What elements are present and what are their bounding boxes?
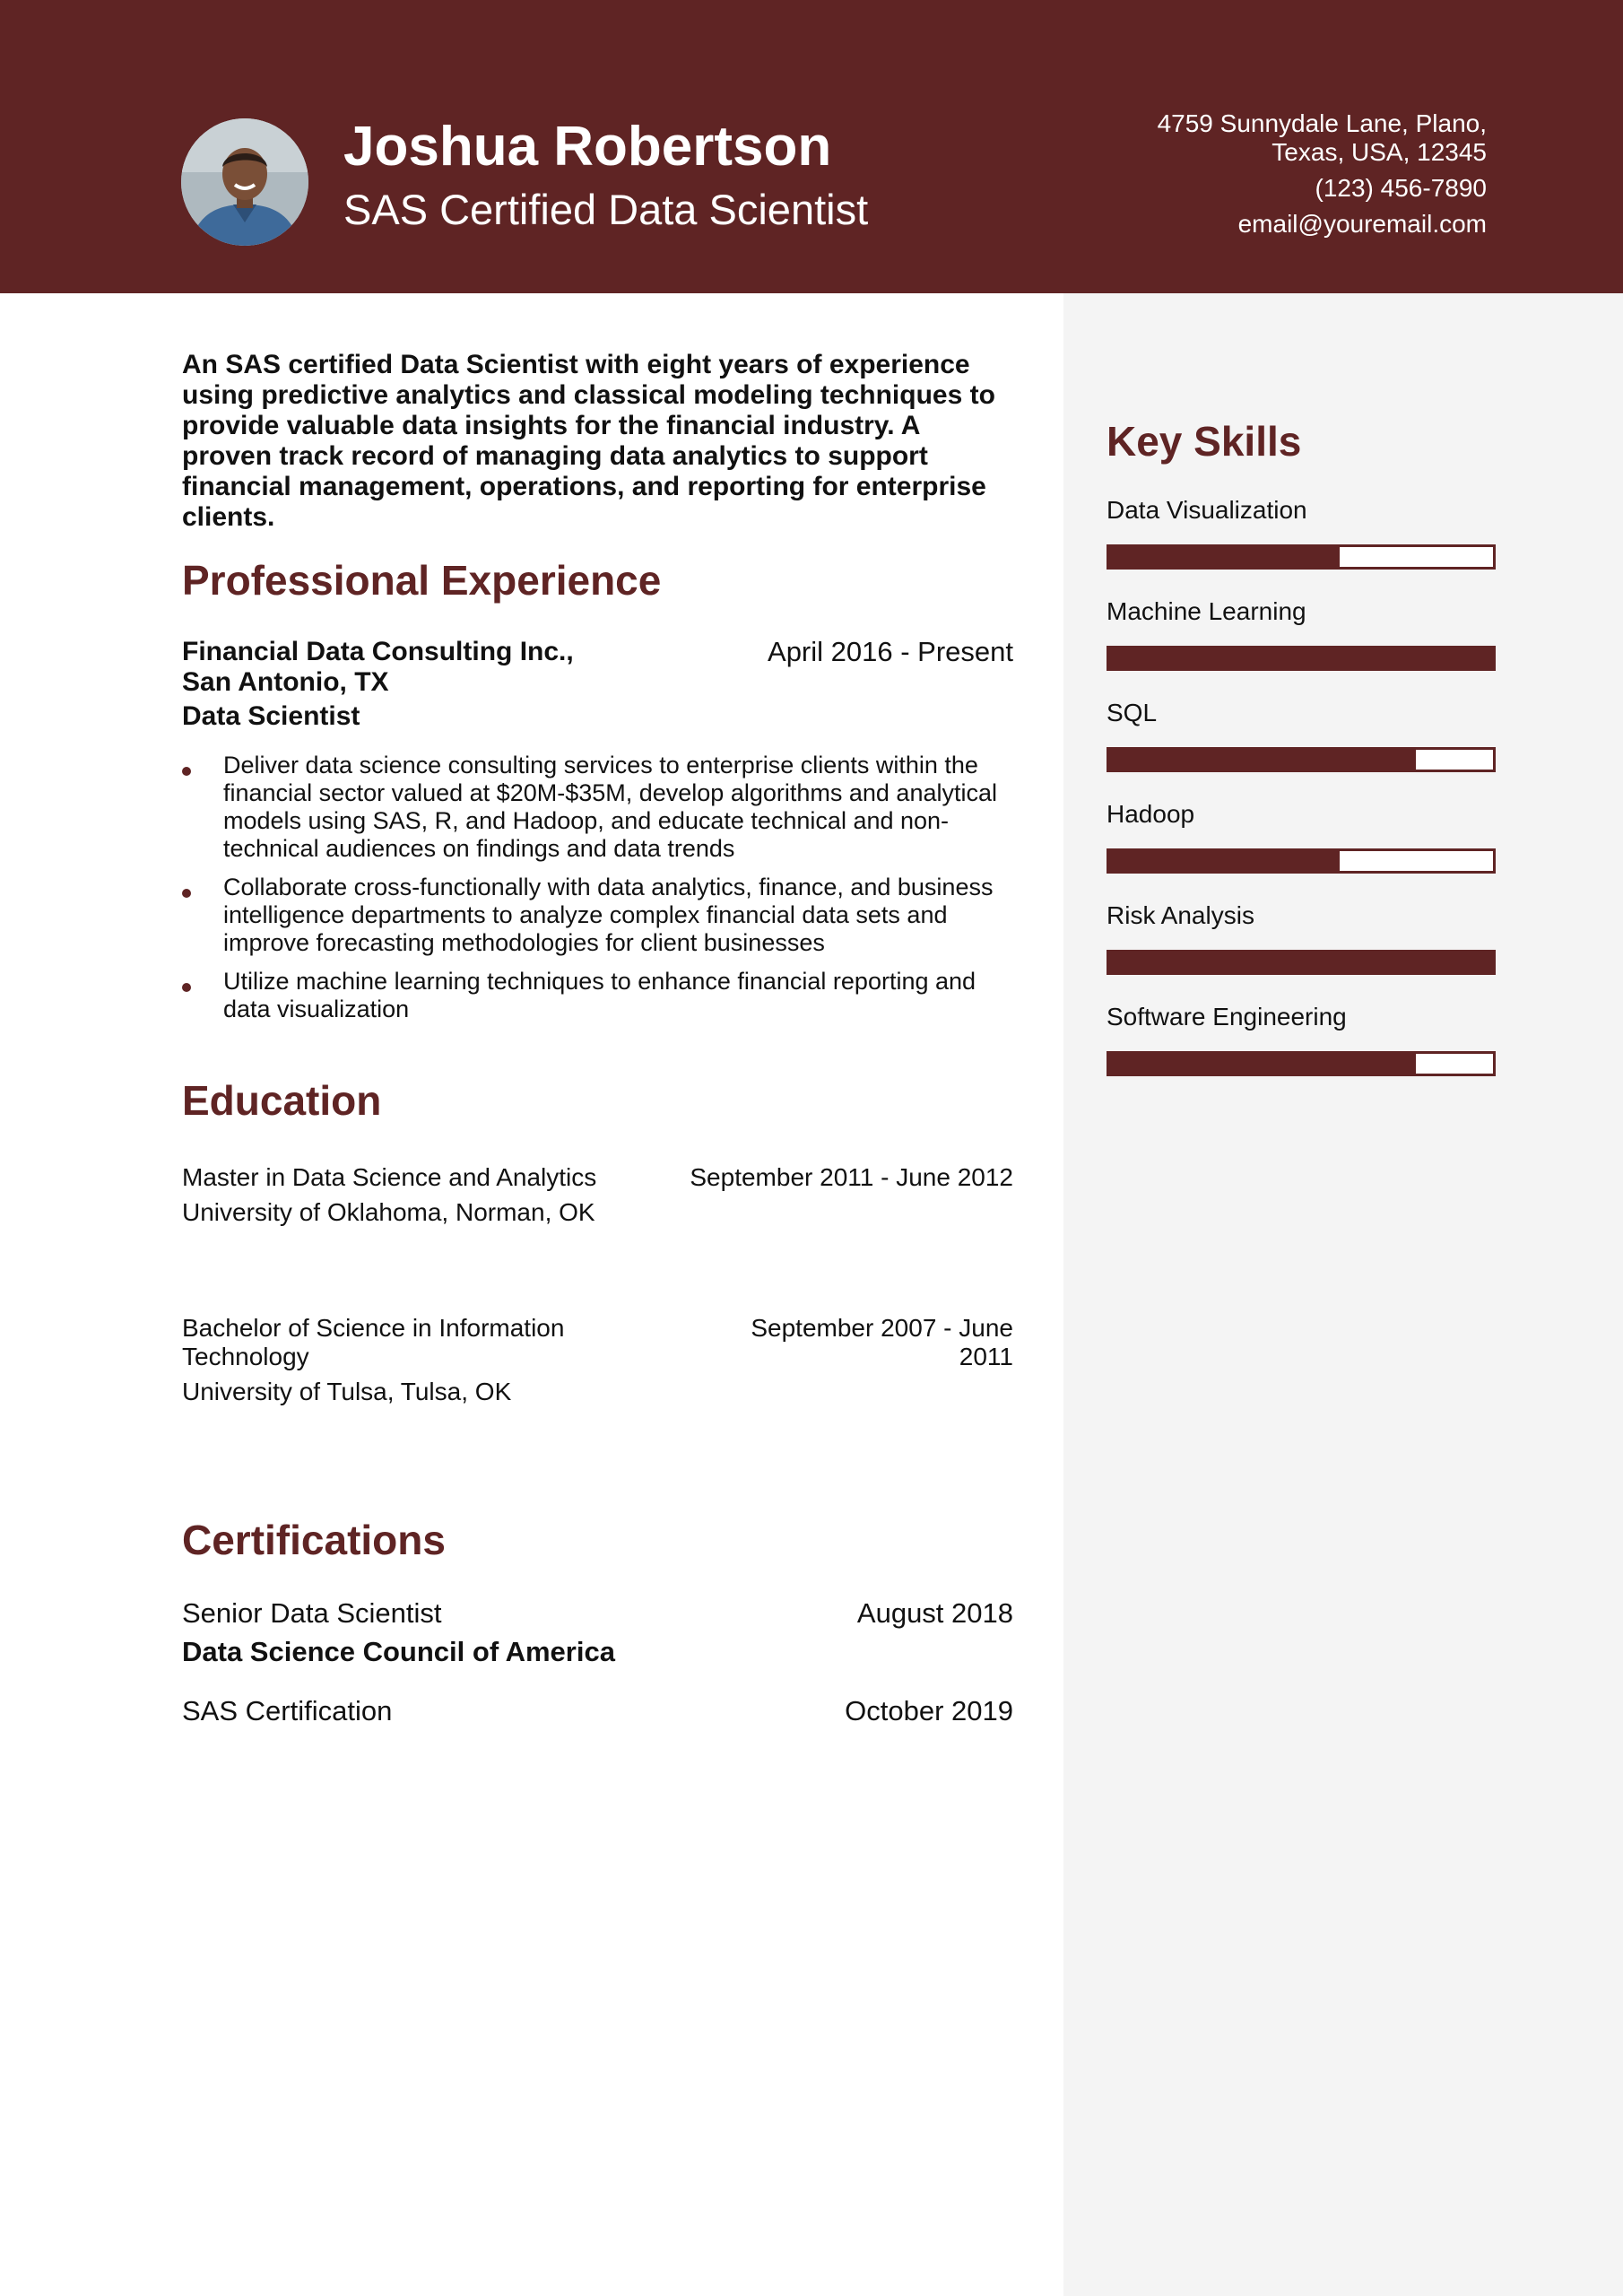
skill-level-bar xyxy=(1107,950,1496,975)
bullet-icon xyxy=(182,767,191,776)
skill-level-bar xyxy=(1107,544,1496,570)
company-location: San Antonio, TX xyxy=(182,667,389,697)
skill-label: SQL xyxy=(1107,699,1158,726)
profile-photo xyxy=(181,118,308,246)
experience-bullet xyxy=(182,874,1016,957)
skill-level-bar xyxy=(1107,848,1496,874)
email-address: email@youremail.com xyxy=(1237,210,1487,238)
skill-level-fill xyxy=(1109,648,1493,668)
bullet-icon xyxy=(182,983,191,992)
experience-company xyxy=(182,637,574,698)
skill-label: Software Engineering xyxy=(1107,1003,1347,1031)
candidate-name: Joshua Robertson xyxy=(343,116,832,178)
skill-label: Risk Analysis xyxy=(1107,901,1254,929)
certification-date: October 2019 xyxy=(845,1695,1013,1726)
education-heading: Education xyxy=(182,1077,382,1124)
skill-level-fill xyxy=(1109,750,1416,770)
skill-label: Hadoop xyxy=(1107,800,1195,828)
education-school: University of Oklahoma, Norman, OK xyxy=(182,1198,595,1226)
skill-level-fill xyxy=(1109,547,1340,567)
skills-sidebar xyxy=(1063,293,1623,2296)
experience-bullets xyxy=(182,752,1016,1034)
address-line-1: 4759 Sunnydale Lane, Plano, xyxy=(1157,109,1487,137)
experience-role: Data Scientist xyxy=(182,701,360,731)
contact-info xyxy=(1110,109,1487,239)
phone-number: (123) 456-7890 xyxy=(1315,174,1487,202)
certifications-heading: Certifications xyxy=(182,1517,446,1563)
certification-date: August 2018 xyxy=(856,1597,1013,1629)
skills-heading: Key Skills xyxy=(1107,418,1302,465)
education-dates: September 2011 - June 2012 xyxy=(690,1163,1013,1191)
education-dates: September 2007 - June 2011 xyxy=(751,1314,1013,1370)
skill-level-fill xyxy=(1109,851,1340,871)
professional-summary: An SAS certified Data Scientist with eight years of experience using predictive analytics and classical modeling techniques to provide valuable data insights for the financial industry. A proven track record of managing data analytics to support financial management, operations, and reporting for enterprise clients. xyxy=(182,350,995,532)
certification-issuer: Data Science Council of America xyxy=(182,1636,615,1667)
bullet-icon xyxy=(182,889,191,898)
bullet-text: Utilize machine learning techniques to enhance financial reporting and data visualization xyxy=(223,968,976,1022)
education-school: University of Tulsa, Tulsa, OK xyxy=(182,1378,512,1405)
certification-name: Senior Data Scientist xyxy=(182,1597,442,1629)
job-title: SAS Certified Data Scientist xyxy=(343,186,869,233)
experience-dates: April 2016 - Present xyxy=(768,636,1013,667)
skill-level-fill xyxy=(1109,952,1493,972)
skill-label: Machine Learning xyxy=(1107,597,1306,625)
company-name: Financial Data Consulting Inc., xyxy=(182,637,574,666)
address-line-2: Texas, USA, 12345 xyxy=(1271,138,1487,166)
bullet-text: Collaborate cross-functionally with data analytics, finance, and business intelligence departments to analyze complex financial data sets and improve forecasting methodologies for client businesses xyxy=(223,874,994,956)
bullet-text: Deliver data science consulting services to enterprise clients within the financial sector valued at $20M-$35M, develop algorithms and analytical models using SAS, R, and Hadoop, and educate technical and non-technical audiences on findings and data trends xyxy=(223,752,997,862)
skill-label: Data Visualization xyxy=(1107,496,1307,524)
experience-bullet xyxy=(182,752,1016,863)
certification-name: SAS Certification xyxy=(182,1695,393,1726)
education-degree: Master in Data Science and Analytics xyxy=(182,1163,597,1191)
skill-level-bar xyxy=(1107,747,1496,772)
skill-level-fill xyxy=(1109,1054,1416,1074)
address xyxy=(1110,109,1487,167)
skill-level-bar xyxy=(1107,646,1496,671)
avatar xyxy=(181,118,308,246)
education-degree: Bachelor of Science in Information Technology xyxy=(182,1314,565,1370)
experience-heading: Professional Experience xyxy=(182,557,662,604)
skill-level-bar xyxy=(1107,1051,1496,1076)
experience-bullet xyxy=(182,968,1016,1023)
